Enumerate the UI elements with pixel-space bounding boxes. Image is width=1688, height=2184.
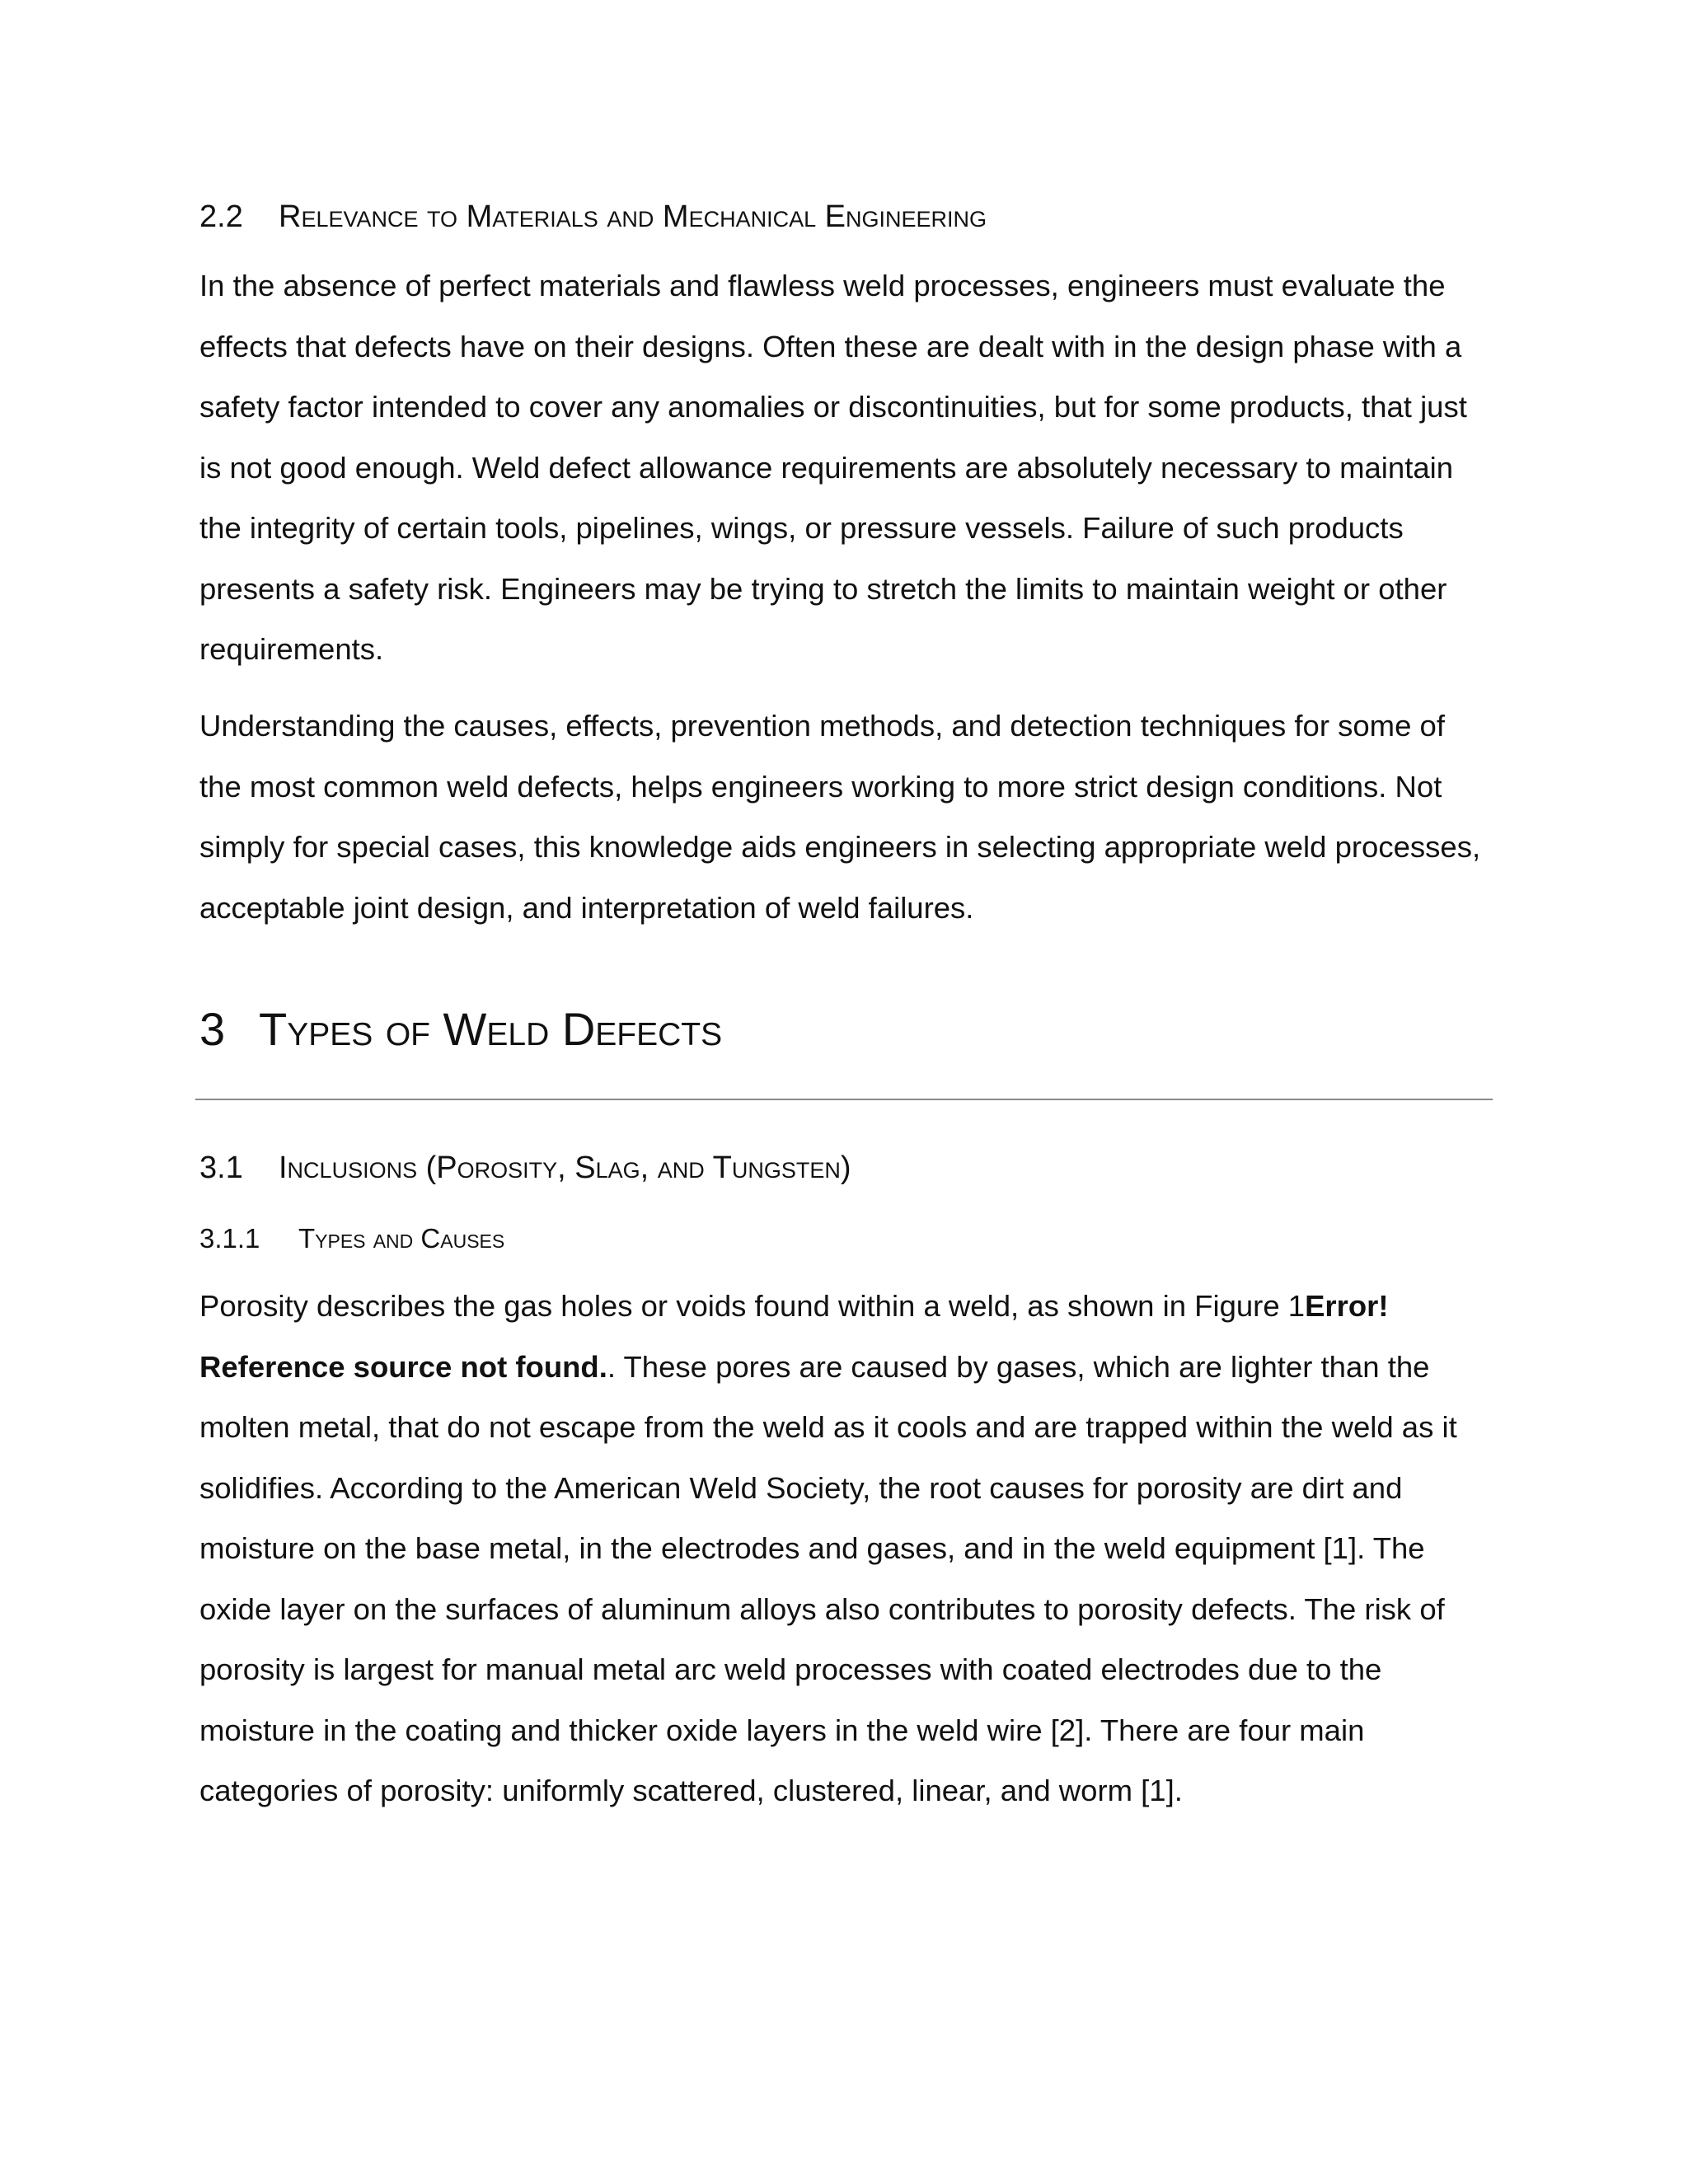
heading-3-1-1-number: 3.1.1	[199, 1223, 260, 1254]
heading-3-1	[199, 1151, 851, 1186]
heading-2-2-number: 2.2	[199, 199, 243, 234]
heading-2-2	[199, 199, 987, 235]
paragraph-2-2-b: Understanding the causes, effects, prevention methods, and detection techniques for some of the most common weld defects, helps engineers working to more strict design conditions. Not simply for special cases, this knowledge aids engineers in selecting appropriate weld processes, acceptable joint design, and interpretation of weld failures.	[199, 709, 1481, 925]
heading-3-number: 3	[199, 1003, 226, 1055]
heading-3-1-1	[199, 1223, 504, 1254]
reference-error-text: Error! Reference source not found.	[199, 1289, 1389, 1384]
paragraph-3-1-1-lead: Porosity describes the gas holes or voids found within a weld, as shown in Figure 1	[199, 1289, 1306, 1323]
heading-3-1-1-title: Types and Causes	[298, 1223, 505, 1254]
heading-3	[199, 1002, 722, 1056]
heading-3-title: Types of Weld Defects	[259, 1003, 723, 1055]
heading-3-1-title: Inclusions (Porosity, Slag, and Tungsten)	[279, 1151, 851, 1185]
paragraph-3-1-1-rest: . These pores are caused by gases, which are lighter than the molten metal, that do not escape from the weld as it cools and are trapped within the weld as it solidifies. According to the American Weld Society, the root causes for porosity are dirt and moisture on the base metal, in the electrodes and gases, and in the weld equipment [1]. The oxide layer on the surfaces of aluminum alloys also contributes to porosity defects. The risk of porosity is largest for manual metal arc weld processes with coated electrodes due to the moisture in the coating and thicker oxide layers in the weld wire [2]. There are four main categories of porosity: uniformly scattered, clustered, linear, and worm [1].	[199, 1349, 1457, 1807]
heading-3-1-number: 3.1	[199, 1151, 243, 1185]
heading-2-2-title: Relevance to Materials and Mechanical Engineering	[279, 199, 987, 234]
paragraph-3-1-1	[199, 1276, 1493, 1821]
section-divider	[195, 1099, 1493, 1100]
paragraph-2-2-a: In the absence of perfect materials and flawless weld processes, engineers must evaluate the effects that defects have on their designs. Often these are dealt with in the design phase with a safety factor intended to cover any anomalies or discontinuities, but for some products, that just is not good enough. Weld defect allowance requirements are absolutely necessary to maintain the integrity of certain tools, pipelines, wings, or pressure vessels. Failure of such products presents a safety risk. Engineers may be trying to stretch the limits to maintain weight or other requirements.	[199, 269, 1467, 666]
